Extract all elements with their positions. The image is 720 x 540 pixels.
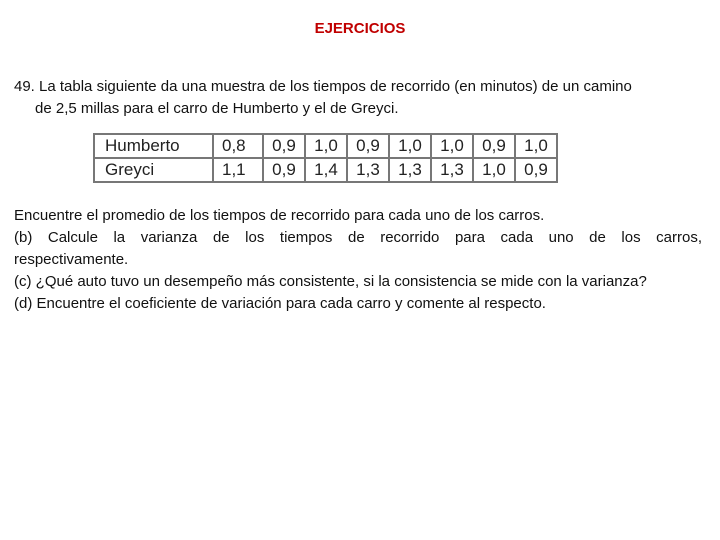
table-cell: 1,4 (305, 158, 347, 182)
table-cell: 1,0 (389, 134, 431, 158)
instruction-c: (c) ¿Qué auto tuvo un desempeño más consistente, si la consistencia se mide con la varianza? (14, 273, 647, 290)
table-cell: 1,3 (389, 158, 431, 182)
question-line-1: 49. La tabla siguiente da una muestra de los tiempos de recorrido (en minutos) de un camino (14, 78, 632, 95)
table-cell: 1,0 (515, 134, 557, 158)
instruction-b-line-2: respectivamente. (14, 251, 129, 268)
instructions (14, 205, 702, 315)
travel-times-table (93, 133, 558, 183)
table-cell: 1,3 (347, 158, 389, 182)
row-label-greyci: Greyci (94, 158, 213, 182)
table-cell: 0,9 (263, 158, 305, 182)
instruction-d: (d) Encuentre el coeficiente de variación para cada carro y comente al respecto. (14, 295, 546, 312)
table-row (94, 134, 557, 158)
table-cell: 1,0 (473, 158, 515, 182)
question-line-2: de 2,5 millas para el carro de Humberto y el de Greyci. (35, 100, 399, 117)
table-cell: 1,1 (213, 158, 263, 182)
table-cell: 0,9 (263, 134, 305, 158)
table-cell: 1,0 (305, 134, 347, 158)
table-cell: 0,8 (213, 134, 263, 158)
page-title: EJERCICIOS (314, 20, 406, 37)
table-cell: 1,3 (431, 158, 473, 182)
row-label-humberto: Humberto (94, 134, 213, 158)
table-cell: 1,0 (431, 134, 473, 158)
table-cell: 0,9 (347, 134, 389, 158)
table-cell: 0,9 (473, 134, 515, 158)
instruction-b-line-1: (b) Calcule la varianza de los tiempos de recorrido para cada uno de los carros, (14, 229, 702, 246)
table-cell: 0,9 (515, 158, 557, 182)
question-text (14, 76, 704, 120)
table-row (94, 158, 557, 182)
instruction-a: Encuentre el promedio de los tiempos de recorrido para cada uno de los carros. (14, 207, 545, 224)
